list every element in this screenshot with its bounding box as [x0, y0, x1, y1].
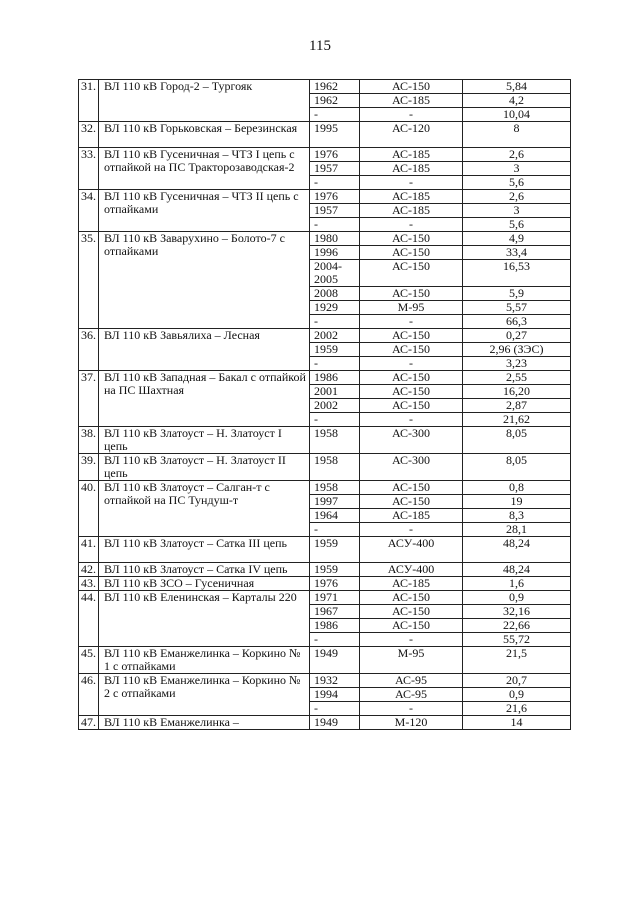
wire-type-cell: АС-150 — [360, 343, 463, 357]
line-name: ВЛ 110 кВ Гусеничная – ЧТЗ I цепь с отпайкой на ПС Тракторозаводская-2 — [99, 148, 310, 190]
length-cell: 21,6 — [463, 702, 571, 716]
length-cell: 4,2 — [463, 94, 571, 108]
page-number: 115 — [309, 38, 331, 54]
length-cell: 14 — [463, 716, 571, 730]
year-cell: 1976 — [310, 190, 360, 204]
wire-type-cell: АС-150 — [360, 399, 463, 413]
table-row — [79, 148, 571, 162]
wire-type-cell: АС-150 — [360, 495, 463, 509]
wire-type-cell: АСУ-400 — [360, 537, 463, 563]
wire-type-cell: - — [360, 523, 463, 537]
table-row — [79, 674, 571, 688]
length-cell: 2,55 — [463, 371, 571, 385]
wire-type-cell: АС-150 — [360, 287, 463, 301]
year-cell: 1959 — [310, 537, 360, 563]
line-name: ВЛ 110 кВ Город-2 – Тургояк — [99, 80, 310, 122]
table-row — [79, 716, 571, 730]
wire-type-cell: АС-150 — [360, 619, 463, 633]
length-cell: 2,87 — [463, 399, 571, 413]
year-cell: 1994 — [310, 688, 360, 702]
length-cell: 5,6 — [463, 218, 571, 232]
row-number: 35. — [79, 232, 99, 329]
table-row — [79, 80, 571, 94]
length-cell: 2,96 (ЗЭС) — [463, 343, 571, 357]
year-cell: - — [310, 108, 360, 122]
length-cell: 5,57 — [463, 301, 571, 315]
length-cell: 20,7 — [463, 674, 571, 688]
line-name: ВЛ 110 кВ Заварухино – Болото-7 с отпайками — [99, 232, 310, 329]
year-cell: 1964 — [310, 509, 360, 523]
length-cell: 8,3 — [463, 509, 571, 523]
power-lines-table — [78, 79, 571, 730]
length-cell: 0,8 — [463, 481, 571, 495]
wire-type-cell: АС-150 — [360, 591, 463, 605]
length-cell: 8 — [463, 122, 571, 148]
row-number: 46. — [79, 674, 99, 716]
year-cell: 2002 — [310, 399, 360, 413]
year-cell: 1949 — [310, 647, 360, 674]
wire-type-cell: АС-300 — [360, 427, 463, 454]
length-cell: 3 — [463, 162, 571, 176]
length-cell: 4,9 — [463, 232, 571, 246]
year-cell: - — [310, 633, 360, 647]
year-cell: 1976 — [310, 577, 360, 591]
line-name: ВЛ 110 кВ Западная – Бакал с отпайкой на ПС Шахтная — [99, 371, 310, 427]
length-cell: 16,53 — [463, 260, 571, 287]
length-cell: 1,6 — [463, 577, 571, 591]
length-cell: 8,05 — [463, 427, 571, 454]
year-cell: 1949 — [310, 716, 360, 730]
row-number: 45. — [79, 647, 99, 674]
wire-type-cell: АС-185 — [360, 148, 463, 162]
table-row — [79, 537, 571, 563]
line-name: ВЛ 110 кВ ЗСО – Гусеничная — [99, 577, 310, 591]
wire-type-cell: АС-185 — [360, 162, 463, 176]
wire-type-cell: АС-150 — [360, 605, 463, 619]
table-row — [79, 454, 571, 481]
row-number: 38. — [79, 427, 99, 454]
wire-type-cell: - — [360, 218, 463, 232]
row-number: 41. — [79, 537, 99, 563]
table-row — [79, 647, 571, 674]
wire-type-cell: - — [360, 633, 463, 647]
year-cell: 1962 — [310, 80, 360, 94]
wire-type-cell: АС-95 — [360, 674, 463, 688]
length-cell: 5,6 — [463, 176, 571, 190]
wire-type-cell: АС-120 — [360, 122, 463, 148]
row-number: 36. — [79, 329, 99, 371]
wire-type-cell: АС-185 — [360, 509, 463, 523]
year-cell: 1967 — [310, 605, 360, 619]
length-cell: 5,9 — [463, 287, 571, 301]
line-name: ВЛ 110 кВ Златоуст – Н. Златоуст II цепь — [99, 454, 310, 481]
wire-type-cell: АСУ-400 — [360, 563, 463, 577]
table-row — [79, 563, 571, 577]
row-number: 47. — [79, 716, 99, 730]
table-row — [79, 577, 571, 591]
wire-type-cell: АС-150 — [360, 385, 463, 399]
line-name: ВЛ 110 кВ Златоуст – Сатка III цепь — [99, 537, 310, 563]
line-name: ВЛ 110 кВ Златоуст – Н. Златоуст I цепь — [99, 427, 310, 454]
year-cell: 1929 — [310, 301, 360, 315]
wire-type-cell: - — [360, 413, 463, 427]
row-number: 42. — [79, 563, 99, 577]
year-cell: 2001 — [310, 385, 360, 399]
year-cell: - — [310, 218, 360, 232]
wire-type-cell: - — [360, 108, 463, 122]
length-cell: 2,6 — [463, 148, 571, 162]
year-cell: 1997 — [310, 495, 360, 509]
wire-type-cell: АС-150 — [360, 232, 463, 246]
length-cell: 5,84 — [463, 80, 571, 94]
table-row — [79, 427, 571, 454]
year-cell: 1986 — [310, 371, 360, 385]
year-cell: 1958 — [310, 454, 360, 481]
wire-type-cell: АС-150 — [360, 80, 463, 94]
year-cell: 1976 — [310, 148, 360, 162]
length-cell: 10,04 — [463, 108, 571, 122]
length-cell: 32,16 — [463, 605, 571, 619]
year-cell: 1932 — [310, 674, 360, 688]
table-row — [79, 329, 571, 343]
table-row — [79, 481, 571, 495]
wire-type-cell: - — [360, 357, 463, 371]
year-cell: 1959 — [310, 343, 360, 357]
line-name: ВЛ 110 кВ Еманжелинка – — [99, 716, 310, 730]
row-number: 34. — [79, 190, 99, 232]
line-name: ВЛ 110 кВ Завьялиха – Лесная — [99, 329, 310, 371]
row-number: 32. — [79, 122, 99, 148]
length-cell: 66,3 — [463, 315, 571, 329]
length-cell: 0,9 — [463, 591, 571, 605]
wire-type-cell: АС-150 — [360, 371, 463, 385]
year-cell: - — [310, 702, 360, 716]
wire-type-cell: АС-150 — [360, 260, 463, 287]
wire-type-cell: АС-185 — [360, 94, 463, 108]
year-cell: 1995 — [310, 122, 360, 148]
row-number: 31. — [79, 80, 99, 122]
wire-type-cell: М-120 — [360, 716, 463, 730]
length-cell: 22,66 — [463, 619, 571, 633]
length-cell: 48,24 — [463, 563, 571, 577]
wire-type-cell: АС-150 — [360, 329, 463, 343]
year-cell: - — [310, 523, 360, 537]
length-cell: 21,5 — [463, 647, 571, 674]
wire-type-cell: АС-150 — [360, 246, 463, 260]
length-cell: 48,24 — [463, 537, 571, 563]
line-name: ВЛ 110 кВ Еманжелинка – Коркино № 2 с отпайками — [99, 674, 310, 716]
wire-type-cell: - — [360, 176, 463, 190]
year-cell: 1959 — [310, 563, 360, 577]
row-number: 40. — [79, 481, 99, 537]
year-cell: 1958 — [310, 427, 360, 454]
wire-type-cell: АС-185 — [360, 190, 463, 204]
table-row — [79, 591, 571, 605]
length-cell: 16,20 — [463, 385, 571, 399]
table-row — [79, 122, 571, 148]
year-cell: 1957 — [310, 162, 360, 176]
length-cell: 0,9 — [463, 688, 571, 702]
wire-type-cell: АС-150 — [360, 481, 463, 495]
length-cell: 0,27 — [463, 329, 571, 343]
wire-type-cell: АС-300 — [360, 454, 463, 481]
length-cell: 28,1 — [463, 523, 571, 537]
year-cell: 2002 — [310, 329, 360, 343]
year-cell: - — [310, 315, 360, 329]
year-cell: 1986 — [310, 619, 360, 633]
year-cell: 1958 — [310, 481, 360, 495]
line-name: ВЛ 110 кВ Еленинская – Карталы 220 — [99, 591, 310, 647]
wire-type-cell: - — [360, 702, 463, 716]
row-number: 37. — [79, 371, 99, 427]
year-cell: 2008 — [310, 287, 360, 301]
wire-type-cell: М-95 — [360, 301, 463, 315]
length-cell: 2,6 — [463, 190, 571, 204]
year-cell: 1962 — [310, 94, 360, 108]
table-row — [79, 232, 571, 246]
length-cell: 21,62 — [463, 413, 571, 427]
line-name: ВЛ 110 кВ Горьковская – Березинская — [99, 122, 310, 148]
wire-type-cell: М-95 — [360, 647, 463, 674]
year-cell: - — [310, 176, 360, 190]
year-cell: - — [310, 357, 360, 371]
table-row — [79, 371, 571, 385]
line-name: ВЛ 110 кВ Еманжелинка – Коркино № 1 с отпайками — [99, 647, 310, 674]
line-name: ВЛ 110 кВ Гусеничная – ЧТЗ II цепь с отпайками — [99, 190, 310, 232]
length-cell: 3,23 — [463, 357, 571, 371]
year-cell: 1980 — [310, 232, 360, 246]
row-number: 39. — [79, 454, 99, 481]
wire-type-cell: АС-185 — [360, 204, 463, 218]
wire-type-cell: - — [360, 315, 463, 329]
year-cell: 1957 — [310, 204, 360, 218]
table-row — [79, 190, 571, 204]
row-number: 43. — [79, 577, 99, 591]
length-cell: 55,72 — [463, 633, 571, 647]
wire-type-cell: АС-185 — [360, 577, 463, 591]
wire-type-cell: АС-95 — [360, 688, 463, 702]
length-cell: 8,05 — [463, 454, 571, 481]
length-cell: 19 — [463, 495, 571, 509]
length-cell: 3 — [463, 204, 571, 218]
line-name: ВЛ 110 кВ Златоуст – Сатка IV цепь — [99, 563, 310, 577]
year-cell: 1971 — [310, 591, 360, 605]
length-cell: 33,4 — [463, 246, 571, 260]
row-number: 44. — [79, 591, 99, 647]
line-name: ВЛ 110 кВ Златоуст – Салган-т с отпайкой на ПС Тундуш-т — [99, 481, 310, 537]
row-number: 33. — [79, 148, 99, 190]
year-cell: - — [310, 413, 360, 427]
year-cell: 1996 — [310, 246, 360, 260]
year-cell: 2004-2005 — [310, 260, 360, 287]
